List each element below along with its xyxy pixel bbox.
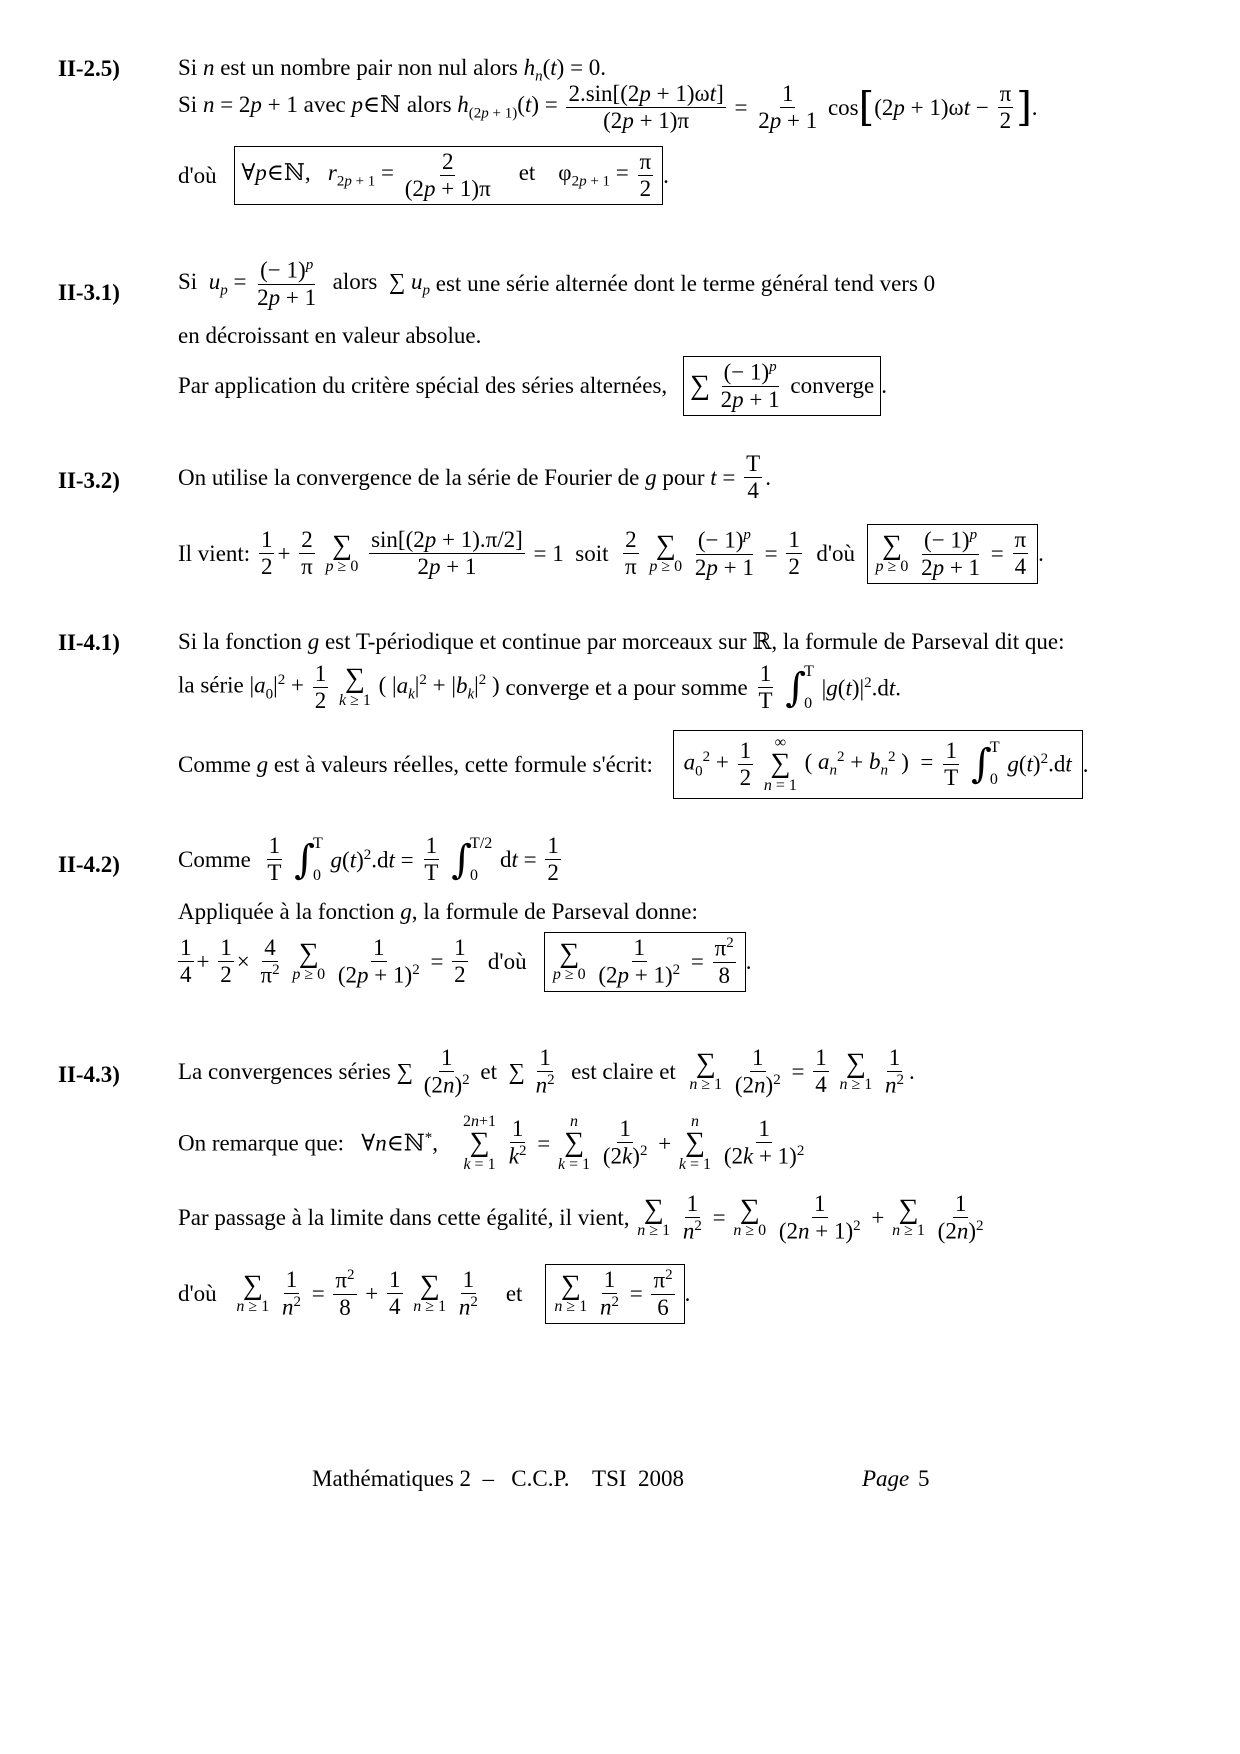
s42-result-box: ∑ p ≥ 0 $\frac{1}{(2p + 1)^2}$ = $\frac{\pi^2}{8}$ bbox=[544, 932, 746, 992]
s43-line4: d'où ∑ n ≥ 1 $\frac{1}{n^2}$ = $\frac{\pi^2}{8}$ + $\frac{1}{4}$ ∑ n ≥ 1 $\frac{1}{n^2}$ et ∑ n ≥ 1 $\frac{1}{n^2}$ = $\frac{\pi^2}{6}$ . bbox=[178, 1264, 690, 1324]
section-label: II-3.2) bbox=[58, 468, 120, 493]
s32-result-box: ∑ p ≥ 0 $\frac{(- 1)^p}{2p + 1}$ = $\frac{\pi}{4}$ bbox=[867, 524, 1039, 584]
section-label: II-2.5) bbox=[58, 56, 120, 81]
s25-line3: d'où ∀p∈ℕ, $r_{2p + 1}$ = $\frac{2}{(2p + 1)\pi}$ et $\varphi_{2p + 1}$ = $\frac{\pi}{2}$ . bbox=[178, 146, 669, 205]
s43-result-box: ∑ n ≥ 1 $\frac{1}{n^2}$ = $\frac{\pi^2}{6}$ bbox=[545, 1264, 684, 1324]
s42-line2: Appliquée à la fonction g, la formule de Parseval donne: bbox=[178, 899, 698, 924]
s31-line1: Si $u_p$ = $\frac{(- 1)^p}{2p + 1}$ alors ∑ $u_p$ est une série alternée dont le terme général tend vers 0 bbox=[178, 257, 936, 310]
s41-result-box: $a_0^2$ + $\frac{1}{2}$ ∞ ∑ n = 1 ( $a_n^2 + b_n^2$ ) = $\frac{1}{T}$ ∫ T 0 $g(t)^2.dt$ bbox=[673, 730, 1083, 799]
s42-line1: Comme $\frac{1}{T}$ ∫ T 0 $g(t)^2.dt$ = $\frac{1}{T}$ ∫ T/2 0 dt = $\frac{1}{2}$ bbox=[178, 833, 559, 886]
section-label: II-4.2) bbox=[58, 852, 120, 877]
s41-line2: la série $|a_0|^2$ + $\frac{1}{2}$ ∑ k ≥ 1 ( $|a_k|^2 + |b_k|^2$ ) converge et a pour somme $\frac{1}{T}$ ∫ T 0 $|g(t)|^2.dt$. bbox=[178, 661, 901, 714]
s25-result-box: ∀p∈ℕ, $r_{2p + 1}$ = $\frac{2}{(2p + 1)\pi}$ et $\varphi_{2p + 1}$ = $\frac{\pi}{2}$ bbox=[234, 146, 663, 205]
s43-line1: La convergences séries ∑ $\frac{1}{(2n)^2}$ et ∑ $\frac{1}{n^2}$ est claire et ∑ n ≥ 1 $\frac{1}{(2n)^2}$ = $\frac{1}{4}$ ∑ n ≥ 1 $\frac{1}{n^2}$ . bbox=[178, 1045, 915, 1098]
s31-line3: Par application du critère spécial des séries alternées, ∑ $\frac{(- 1)^p}{2p + 1}$ converge . bbox=[178, 356, 887, 416]
s31-line2: en décroissant en valeur absolue. bbox=[178, 323, 482, 348]
s43-line2: On remarque que: ∀n∈ℕ*, 2n+1 ∑ k = 1 $\frac{1}{k^2}$ = n ∑ k = 1 $\frac{1}{(2k)^2}$ + n ∑ k = 1 $\frac{1}{(2k + 1)^2}$ bbox=[178, 1113, 805, 1173]
s43-line3: Par passage à la limite dans cette égalité, il vient, ∑ n ≥ 1 $\frac{1}{n^2}$ = ∑ n ≥ 0 $\frac{1}{(2n + 1)^2}$ + ∑ n ≥ 1 $\frac{1}{(2n)^2}$ bbox=[178, 1191, 984, 1244]
s41-line3: Comme g est à valeurs réelles, cette formule s'écrit: $a_0^2$ + $\frac{1}{2}$ ∞ ∑ n = 1 ( $a_n^2 + b_n^2$ ) = $\frac{1}{T}$ ∫ T 0 $g(t)^2.dt$ . bbox=[178, 730, 1088, 799]
s31-result-box: ∑ $\frac{(- 1)^p}{2p + 1}$ converge bbox=[683, 356, 881, 416]
s25-line1: Si n est un nombre pair non nul alors $h_n(t) = 0$. bbox=[178, 55, 607, 85]
section-label: II-3.1) bbox=[58, 280, 120, 305]
footer-page-label: Page bbox=[862, 1466, 910, 1491]
s25-line2: Si n = 2p + 1 avec p∈ℕ alors $h_{(2p + 1)}(t)$ = $\frac{2.\sin[(2p + 1)\omega t]}{(2p + 1)\pi}$ = $\frac{1}{2p + 1}$ cos[(2p + 1)ωt − $\frac{\pi}{2}$ ]. bbox=[178, 81, 1038, 134]
s32-line2: Il vient: $\frac{1}{2}$ + $\frac{2}{\pi}$ ∑ p ≥ 0 $\frac{\sin[(2p + 1).\pi/2]}{2p + 1}$ = 1 soit $\frac{2}{\pi}$ ∑ p ≥ 0 $\frac{(- 1)^p}{2p + 1}$ = $\frac{1}{2}$ d'où ∑ p ≥ 0 $\frac{(- 1)^p}{2p + 1}$ = $\frac{\pi}{4}$ . bbox=[178, 524, 1044, 584]
section-label: II-4.3) bbox=[58, 1062, 120, 1087]
s42-line3: $\frac{1}{4}$ + $\frac{1}{2}$ × $\frac{4}{\pi^2}$ ∑ p ≥ 0 $\frac{1}{(2p + 1)^2}$ = $\frac{1}{2}$ d'où ∑ p ≥ 0 $\frac{1}{(2p + 1)^2}$ = $\frac{\pi^2}{8}$ . bbox=[178, 932, 752, 992]
section-label: II-4.1) bbox=[58, 630, 120, 655]
s41-line1: Si la fonction g est T-périodique et continue par morceaux sur ℝ, la formule de Parseval dit que: bbox=[178, 629, 1065, 654]
footer-page-number: 5 bbox=[918, 1466, 930, 1491]
s32-line1: On utilise la convergence de la série de Fourier de g pour t = $\frac{T}{4}$ . bbox=[178, 451, 771, 504]
footer-text: Mathématiques 2 – C.C.P. TSI 2008 bbox=[312, 1466, 685, 1491]
